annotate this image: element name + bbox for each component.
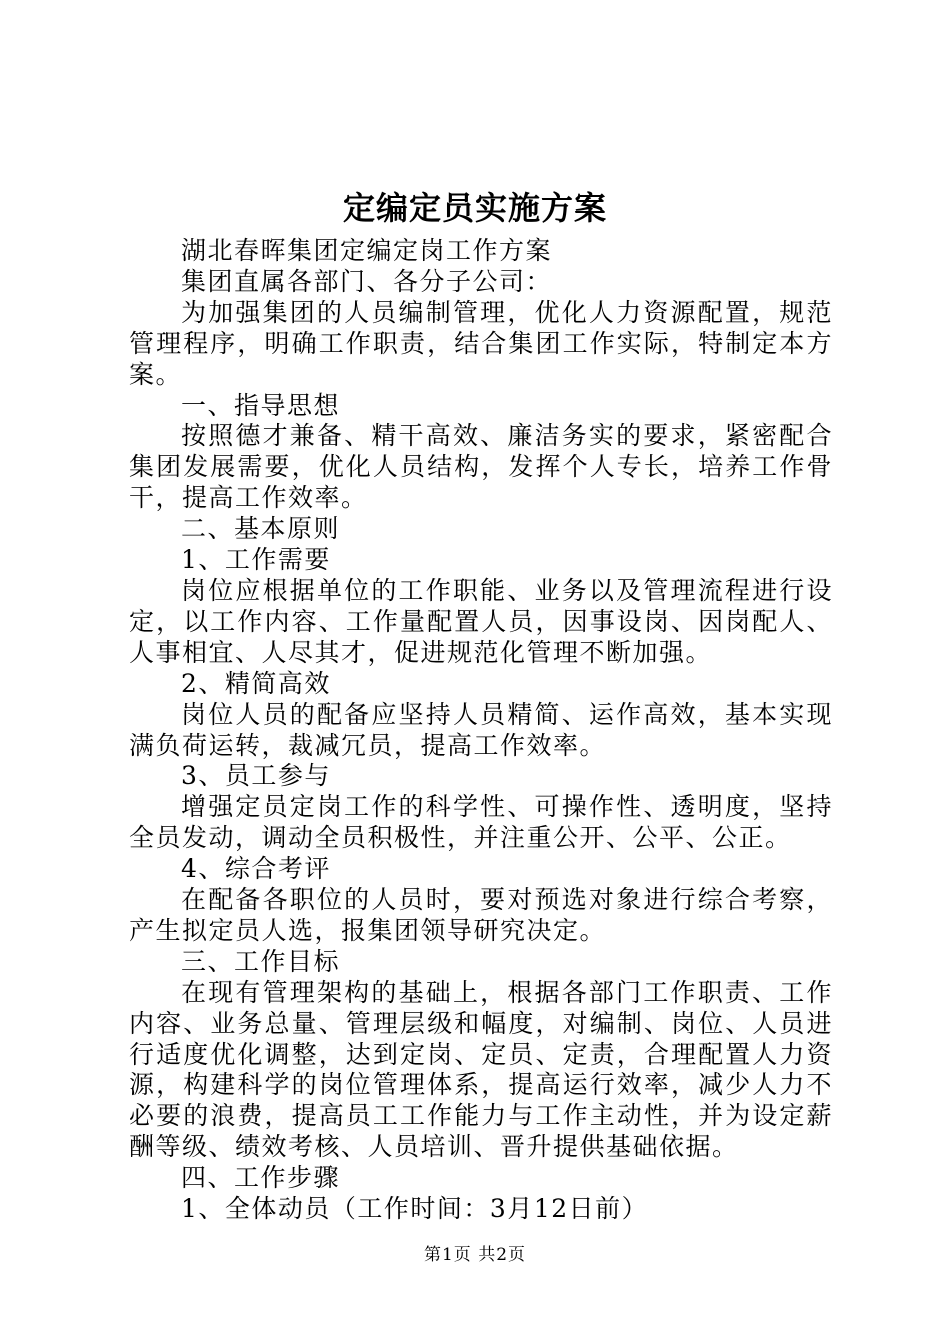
section-heading: 二、基本原则 bbox=[181, 514, 341, 544]
paragraph: 为加强集团的人员编制管理，优化人力资源配置，规范管理程序，明确工作职责，结合集团工作实际，特制定本方案。 bbox=[129, 297, 833, 389]
document-title: 定编定员实施方案 bbox=[342, 189, 607, 227]
paragraph: 在现有管理架构的基础上，根据各部门工作职责、工作内容、业务总量、管理层级和幅度，对编制、岗位、人员进行适度优化调整，达到定岗、定员、定责，合理配置人力资源，构建科学的岗位管理体系，提高运行效率，减少人力不必要的浪费，提高员工工作能力与工作主动性，并为设定薪酬等级、绩效考核、人员培训、晋升提供基础依据。 bbox=[129, 977, 833, 1162]
subsection-heading: 4、综合考评 bbox=[181, 854, 331, 884]
paragraph: 增强定员定岗工作的科学性、可操作性、透明度，坚持全员发动，调动全员积极性，并注重公开、公平、公正。 bbox=[129, 792, 833, 853]
subsection-heading: 2、精简高效 bbox=[181, 668, 331, 698]
paragraph: 湖北春晖集团定编定岗工作方案 bbox=[181, 236, 553, 265]
paragraph: 集团直属各部门、各分子公司： bbox=[181, 266, 553, 296]
document-body bbox=[129, 236, 833, 1225]
paragraph: 在配备各职位的人员时，要对预选对象进行综合考察，产生拟定员人选，报集团领导研究决定。 bbox=[129, 885, 833, 945]
section-heading: 三、工作目标 bbox=[181, 946, 341, 976]
section-heading: 四、工作步骤 bbox=[181, 1163, 341, 1193]
paragraph: 岗位应根据单位的工作职能、业务以及管理流程进行设定，以工作内容、工作量配置人员，因事设岗、因岗配人、人事相宜、人尽其才，促进规范化管理不断加强。 bbox=[129, 575, 833, 667]
paragraph: 岗位人员的配备应坚持人员精简、运作高效，基本实现满负荷运转，裁减冗员，提高工作效率。 bbox=[129, 699, 833, 760]
subsection-heading: 3、员工参与 bbox=[181, 761, 331, 791]
page-number-footer: 第1页 共2页 bbox=[423, 1245, 527, 1265]
subsection-heading: 1、工作需要 bbox=[181, 545, 331, 575]
section-heading: 一、指导思想 bbox=[181, 390, 341, 420]
subsection-heading: 1、全体动员（工作时间：3月12日前） bbox=[181, 1194, 649, 1224]
paragraph: 按照德才兼备、精干高效、廉洁务实的要求，紧密配合集团发展需要，优化人员结构，发挥个人专长，培养工作骨干，提高工作效率。 bbox=[129, 421, 833, 513]
